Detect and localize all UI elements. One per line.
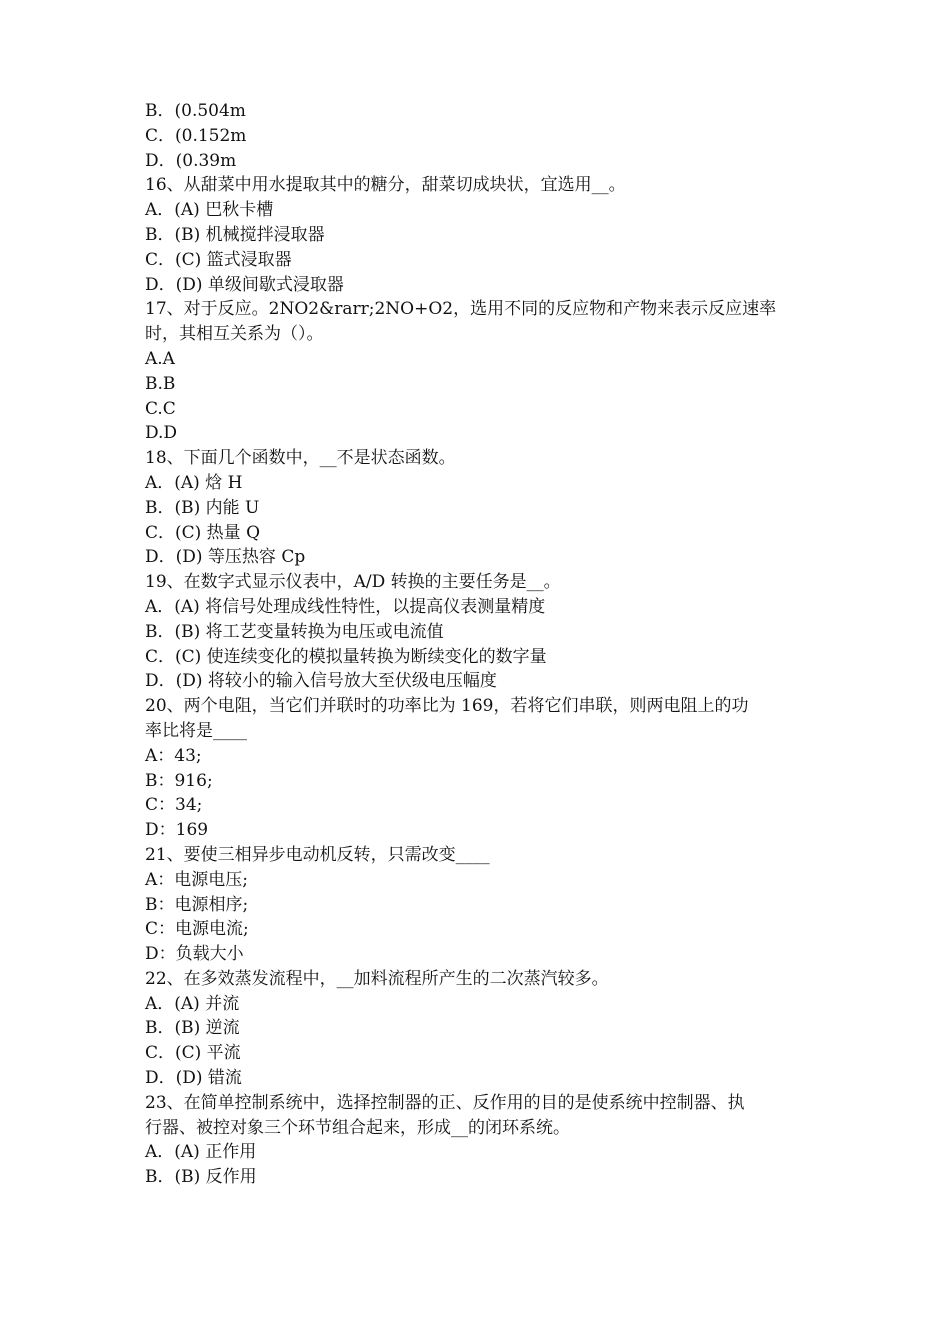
text-line: 率比将是____ [145, 720, 247, 741]
text-line: C．(0.152m [145, 125, 247, 146]
text-line: A.A [145, 348, 175, 369]
text-line: 时，其相互关系为（）。 [145, 324, 324, 345]
text-line: B：电源相序; [145, 894, 249, 915]
text-line: D：169 [145, 820, 209, 841]
text-line: D：负载大小 [145, 944, 244, 965]
text-line: A．(A) 将信号处理成线性特性，以提高仪表测量精度 [145, 596, 546, 617]
text-line: A：电源电压; [145, 869, 249, 890]
text-line: A．(A) 正作用 [145, 1142, 257, 1163]
text-line: C．(C) 平流 [145, 1043, 241, 1064]
text-line: 23、在简单控制系统中，选择控制器的正、反作用的目的是使系统中控制器、执 [145, 1092, 745, 1113]
text-line: 19、在数字式显示仪表中，A/D 转换的主要任务是__。 [145, 572, 561, 593]
text-line: A：43; [145, 745, 202, 766]
text-line: 行器、被控对象三个环节组合起来，形成__的闭环系统。 [145, 1117, 570, 1138]
text-line: B．(B) 内能 U [145, 497, 260, 518]
text-line: B．(B) 逆流 [145, 1018, 240, 1039]
text-line: B：916; [145, 770, 213, 791]
text-line: C.C [145, 398, 176, 419]
text-line: 17、对于反应。2NO2&rarr;2NO+O2，选用不同的反应物和产物来表示反应速率 [145, 299, 777, 320]
text-line: D．(D) 等压热容 Cp [145, 547, 306, 568]
text-line: C．(C) 热量 Q [145, 522, 261, 543]
text-line: 18、下面几个函数中，__不是状态函数。 [145, 448, 456, 469]
text-line: A．(A) 并流 [145, 993, 240, 1014]
document-body [145, 99, 825, 1190]
text-line: B．(B) 将工艺变量转换为电压或电流值 [145, 621, 444, 642]
text-line: D．(D) 错流 [145, 1068, 242, 1089]
text-line: D．(D) 将较小的输入信号放大至伏级电压幅度 [145, 671, 497, 692]
text-line: 20、两个电阻，当它们并联时的功率比为 169，若将它们串联，则两电阻上的功 [145, 696, 749, 717]
text-line: A．(A) 焓 H [145, 472, 243, 493]
text-line: B．(0.504m [145, 101, 246, 121]
text-line: 22、在多效蒸发流程中，__加料流程所产生的二次蒸汽较多。 [145, 968, 609, 989]
text-line: B．(B) 反作用 [145, 1167, 257, 1188]
text-line: B.B [145, 373, 176, 394]
text-line: 21、要使三相异步电动机反转，只需改变____ [145, 844, 490, 865]
text-line: D．(D) 单级间歇式浸取器 [145, 274, 344, 295]
text-line: A．(A) 巴秋卡槽 [145, 200, 274, 221]
text-line: 16、从甜菜中用水提取其中的糖分，甜菜切成块状，宜选用__。 [145, 175, 626, 196]
text-line: D.D [145, 423, 178, 444]
text-line: C．(C) 篮式浸取器 [145, 249, 292, 270]
text-line: B．(B) 机械搅拌浸取器 [145, 224, 325, 245]
text-line: C：电源电流; [145, 919, 249, 940]
text-line: C．(C) 使连续变化的模拟量转换为断续变化的数字量 [145, 646, 547, 667]
text-line: D．(0.39m [145, 150, 237, 171]
text-line: C：34; [145, 795, 203, 816]
